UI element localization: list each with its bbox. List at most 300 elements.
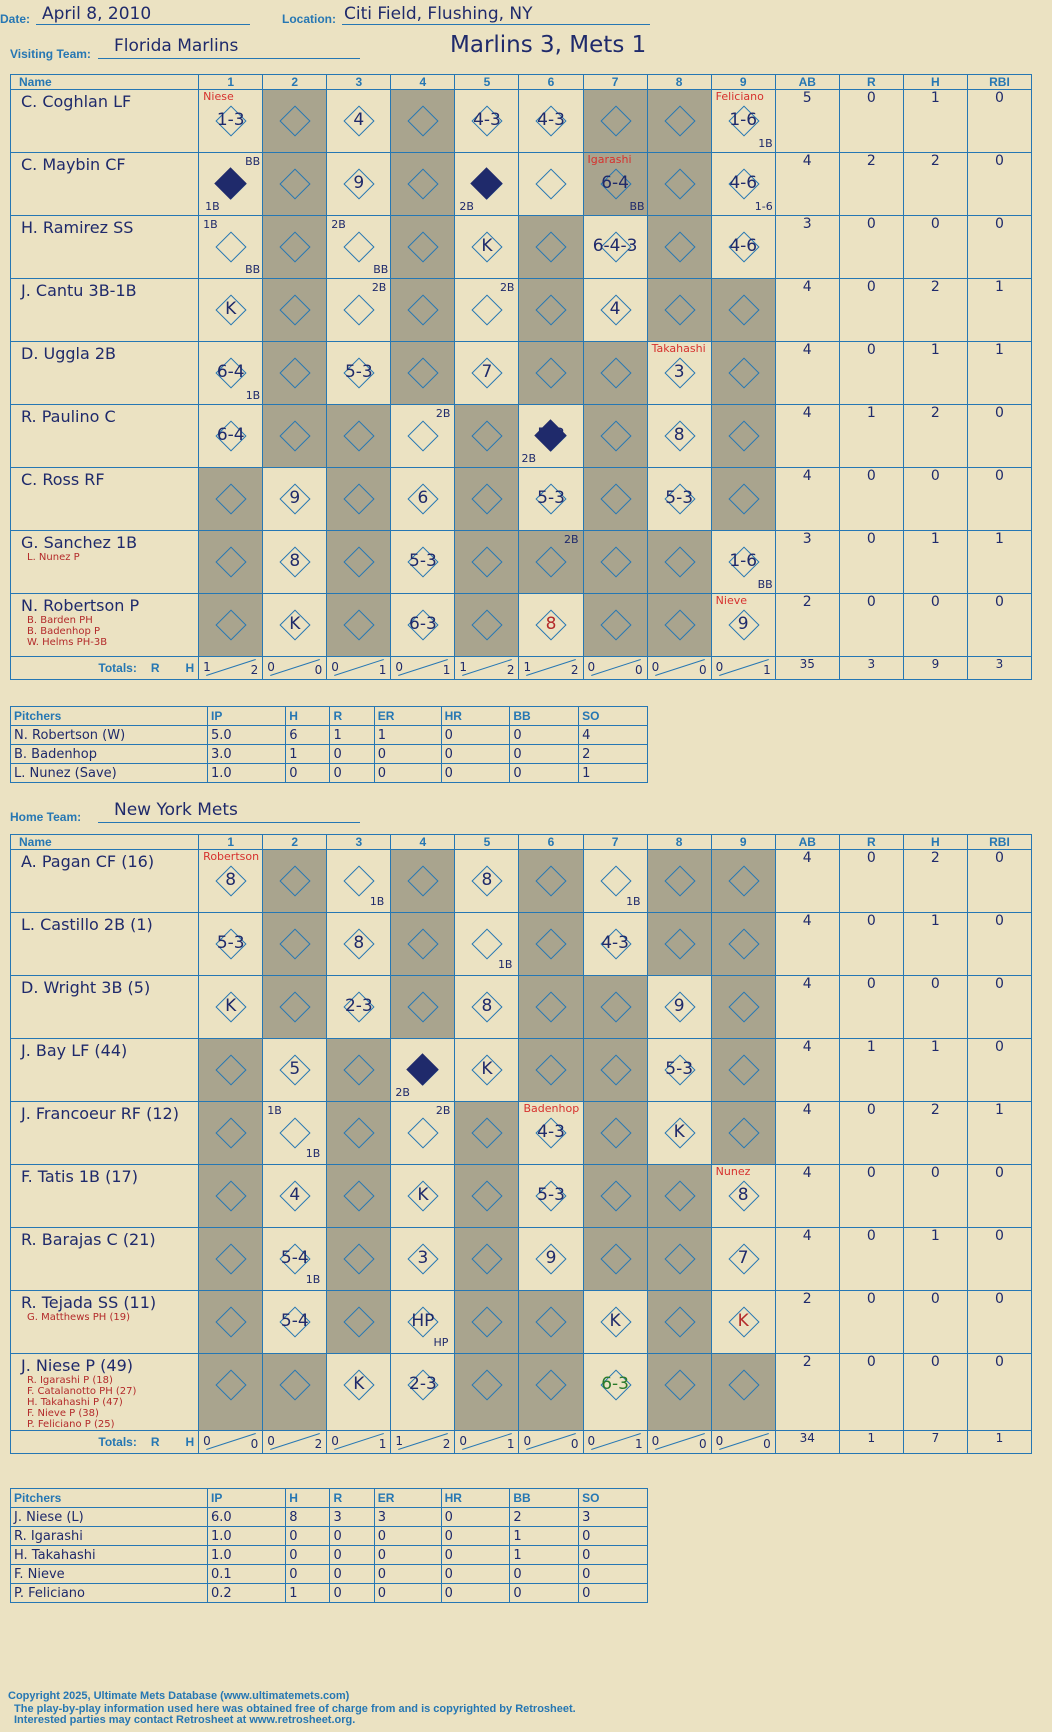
play-cell <box>391 1165 455 1228</box>
play-cell <box>263 405 327 468</box>
play-result: 5-3 <box>344 362 373 382</box>
play-cell <box>583 342 647 405</box>
date-value: April 8, 2010 <box>42 4 152 24</box>
play-cell <box>455 468 519 531</box>
copyright-line: Copyright 2025, Ultimate Mets Database (www.ultimatemets.com) <box>8 1690 350 1702</box>
play-cell <box>263 1291 327 1354</box>
play-cell <box>711 405 775 468</box>
base-diamond <box>600 357 631 388</box>
batter-row <box>11 1102 1032 1165</box>
base-diamond <box>280 420 311 451</box>
play-cell <box>711 1291 775 1354</box>
pitcher-stat: 0 <box>441 745 510 764</box>
pitcher-stat: 1.0 <box>208 1527 286 1546</box>
play-result: 1-6 <box>729 551 758 571</box>
batter-h: 2 <box>903 279 967 342</box>
play-cell <box>583 90 647 153</box>
batter-h: 1 <box>903 913 967 976</box>
play-cell <box>263 976 327 1039</box>
play-result: 4 <box>353 110 365 130</box>
play-cell <box>583 216 647 279</box>
play-cell <box>327 90 391 153</box>
base-diamond <box>472 420 503 451</box>
inning-header: 9 <box>711 835 775 850</box>
batter-row <box>11 531 1032 594</box>
play-cell <box>455 913 519 976</box>
pitcher-stat: 0 <box>330 1527 374 1546</box>
substitute-name: B. Barden PH <box>27 615 93 626</box>
play-result: 6-4 <box>601 173 629 193</box>
play-result: 6-4 <box>216 362 245 382</box>
inning-runs: 0 <box>651 1434 660 1448</box>
play-cell <box>391 913 455 976</box>
inning-runs: 0 <box>267 1434 275 1448</box>
pitcher-stat: 0.2 <box>208 1584 286 1603</box>
batter-row <box>11 216 1032 279</box>
pitcher-stat: 0 <box>374 1527 441 1546</box>
inning-hits: 1 <box>442 663 451 677</box>
base-diamond <box>344 420 375 451</box>
pitcher-column-header: H <box>286 1489 330 1508</box>
batter-name-cell <box>11 1039 199 1102</box>
inning-runs: 1 <box>203 660 211 674</box>
inning-header: 7 <box>583 835 647 850</box>
visitors-scorecard <box>10 74 1032 680</box>
base-diamond <box>344 865 375 896</box>
base-diamond <box>408 1117 439 1148</box>
h-column-header: H <box>903 835 967 850</box>
inning-total <box>583 1431 647 1454</box>
batter-name: D. Uggla 2B <box>21 344 117 363</box>
batter-rbi: 0 <box>967 1354 1031 1431</box>
base-diamond <box>472 1180 503 1211</box>
play-cell <box>519 1039 583 1102</box>
base-diamond <box>536 294 567 325</box>
batter-name-cell <box>11 468 199 531</box>
play-result: K <box>609 1311 621 1331</box>
hit-mark: 1B <box>205 200 220 213</box>
pitcher-stat: 0 <box>579 1546 648 1565</box>
base-diamond <box>216 546 247 577</box>
play-result: 5-3 <box>537 488 565 508</box>
play-result: 9 <box>737 614 749 634</box>
base-diamond <box>728 865 759 896</box>
pitcher-stat: 1.0 <box>208 1546 286 1565</box>
play-result: 4 <box>289 1185 301 1205</box>
batter-h: 0 <box>903 1291 967 1354</box>
advance-mark: 1-6 <box>754 200 773 213</box>
base-diamond <box>344 546 375 577</box>
play-cell <box>647 913 711 976</box>
batter-name: J. Cantu 3B-1B <box>21 281 137 300</box>
base-diamond <box>536 1054 567 1085</box>
base-diamond <box>600 991 631 1022</box>
play-cell <box>583 1165 647 1228</box>
batter-rbi: 1 <box>967 279 1031 342</box>
double-mark: 2B <box>521 452 537 465</box>
play-cell <box>391 594 455 657</box>
batter-h: 1 <box>903 1039 967 1102</box>
batter-row <box>11 342 1032 405</box>
play-result: K <box>481 1059 493 1079</box>
play-cell <box>263 1354 327 1431</box>
substitute-name: L. Nunez P <box>27 552 80 563</box>
play-cell <box>263 531 327 594</box>
pitcher-stat: 1 <box>374 726 441 745</box>
base-diamond <box>664 546 695 577</box>
pitcher-name: L. Nunez (Save) <box>11 764 208 783</box>
play-result: 5-4 <box>280 1311 309 1331</box>
play-cell <box>647 1039 711 1102</box>
batter-name: G. Sanchez 1B <box>21 533 138 552</box>
play-cell <box>583 1228 647 1291</box>
base-diamond <box>216 1243 247 1274</box>
pitcher-stat: 6.0 <box>208 1508 286 1527</box>
pitcher-column-header: SO <box>579 1489 648 1508</box>
base-diamond <box>664 1180 695 1211</box>
play-cell <box>263 279 327 342</box>
inning-hits: 1 <box>634 1437 643 1451</box>
play-cell <box>327 405 391 468</box>
inning-hits: 0 <box>699 663 707 677</box>
base-diamond <box>344 294 375 325</box>
batter-rbi: 0 <box>967 913 1031 976</box>
pitcher-name: N. Robertson (W) <box>11 726 208 745</box>
batter-row <box>11 1165 1032 1228</box>
base-diamond <box>664 105 695 136</box>
play-cell <box>583 153 647 216</box>
play-cell <box>583 594 647 657</box>
pitcher-stat: 0 <box>441 1584 510 1603</box>
base-diamond <box>344 1117 375 1148</box>
play-cell <box>519 90 583 153</box>
base-diamond <box>216 483 247 514</box>
play-result: 3 <box>417 1248 429 1268</box>
play-cell <box>647 850 711 913</box>
base-diamond <box>408 231 439 262</box>
pitcher-change-note: Takahashi <box>651 342 706 355</box>
play-cell <box>455 850 519 913</box>
play-cell <box>327 531 391 594</box>
play-cell <box>519 976 583 1039</box>
play-result: 5-3 <box>665 1059 694 1079</box>
play-cell <box>199 594 263 657</box>
batter-name: J. Niese P (49) <box>21 1356 133 1375</box>
pitcher-row <box>11 1527 648 1546</box>
inning-header: 9 <box>711 75 775 90</box>
play-cell <box>263 468 327 531</box>
visiting-team-name: Florida Marlins <box>114 36 239 56</box>
pitcher-stat: 0 <box>579 1527 648 1546</box>
inning-header: 3 <box>327 835 391 850</box>
inning-hits: 0 <box>314 663 323 677</box>
batter-row <box>11 405 1032 468</box>
totals-h-label: H <box>185 661 195 675</box>
play-cell <box>455 1291 519 1354</box>
base-diamond <box>600 546 631 577</box>
play-cell <box>711 976 775 1039</box>
pitcher-stat: 0 <box>510 726 579 745</box>
play-cell <box>199 342 263 405</box>
play-cell <box>647 1102 711 1165</box>
batter-row <box>11 1354 1032 1431</box>
pitcher-row <box>11 726 648 745</box>
inning-header: 8 <box>647 835 711 850</box>
base-diamond <box>408 105 439 136</box>
home-scorecard <box>10 834 1032 1454</box>
batter-rbi: 0 <box>967 594 1031 657</box>
inning-total <box>327 1431 391 1454</box>
play-cell <box>263 1039 327 1102</box>
play-result: 6-4-3 <box>592 236 638 256</box>
batter-row <box>11 1291 1032 1354</box>
total-r: 1 <box>839 1431 903 1454</box>
pitcher-stat: 0 <box>374 1546 441 1565</box>
play-cell <box>519 342 583 405</box>
pitcher-stat: 0 <box>510 1565 579 1584</box>
base-diamond <box>216 1306 247 1337</box>
base-diamond <box>280 928 311 959</box>
base-diamond <box>472 1117 503 1148</box>
inning-total <box>711 1431 775 1454</box>
base-diamond <box>536 1369 567 1400</box>
play-cell <box>327 976 391 1039</box>
play-cell <box>327 153 391 216</box>
batter-row <box>11 153 1032 216</box>
pitcher-change-note: Feliciano <box>715 90 764 103</box>
base-diamond <box>600 1180 631 1211</box>
play-cell <box>327 850 391 913</box>
play-cell <box>711 90 775 153</box>
play-cell <box>263 594 327 657</box>
pitcher-change-note: Robertson <box>203 850 260 863</box>
batter-ab: 2 <box>775 594 839 657</box>
run-scored-diamond <box>471 167 504 200</box>
pitcher-column-header: ER <box>374 1489 441 1508</box>
play-result: HP <box>411 1311 435 1331</box>
inning-hits: 0 <box>250 1437 259 1451</box>
batter-rbi: 0 <box>967 90 1031 153</box>
run-scored-diamond <box>407 1053 440 1086</box>
inning-header: 1 <box>199 75 263 90</box>
totals-text: Totals: <box>98 661 137 675</box>
inning-total <box>647 657 711 680</box>
batter-h: 0 <box>903 594 967 657</box>
play-cell <box>519 531 583 594</box>
pitcher-stat: 3 <box>374 1508 441 1527</box>
pitcher-name: F. Nieve <box>11 1565 208 1584</box>
inning-hits: 2 <box>506 663 515 677</box>
inning-runs: 0 <box>715 660 724 674</box>
play-cell <box>263 90 327 153</box>
pitcher-stat: 1 <box>330 726 374 745</box>
inning-runs: 0 <box>587 660 596 674</box>
play-cell <box>199 1039 263 1102</box>
batter-r: 0 <box>839 468 903 531</box>
base-diamond <box>216 1054 247 1085</box>
play-cell <box>519 594 583 657</box>
run-scored-diamond <box>214 167 247 200</box>
play-cell <box>391 976 455 1039</box>
batter-r: 0 <box>839 1102 903 1165</box>
batter-row <box>11 468 1032 531</box>
batter-r: 0 <box>839 1291 903 1354</box>
play-cell <box>199 976 263 1039</box>
batter-rbi: 0 <box>967 850 1031 913</box>
play-result: 4-3 <box>537 110 565 130</box>
pitcher-column-header: IP <box>208 1489 286 1508</box>
play-cell <box>583 468 647 531</box>
double-mark: 2B <box>499 281 515 294</box>
inning-total <box>711 657 775 680</box>
double-mark: 2B <box>564 533 579 546</box>
base-diamond <box>216 231 247 262</box>
pitcher-stat: 0 <box>374 1565 441 1584</box>
pitcher-change-note: Niese <box>203 90 234 103</box>
pitcher-column-header: R <box>330 707 374 726</box>
batter-ab: 4 <box>775 976 839 1039</box>
batter-row <box>11 90 1032 153</box>
play-cell <box>583 1354 647 1431</box>
batter-rbi: 0 <box>967 1291 1031 1354</box>
batter-r: 0 <box>839 850 903 913</box>
play-result: K <box>225 996 237 1016</box>
pitcher-change-note: Igarashi <box>587 153 632 166</box>
batter-h: 0 <box>903 1165 967 1228</box>
play-cell <box>199 1102 263 1165</box>
base-diamond <box>728 991 759 1022</box>
batter-name-cell <box>11 1354 199 1431</box>
play-cell <box>647 216 711 279</box>
inning-header: 4 <box>391 75 455 90</box>
batter-name: R. Paulino C <box>21 407 116 426</box>
inning-runs: 0 <box>651 660 660 674</box>
play-cell <box>519 1165 583 1228</box>
base-diamond <box>408 168 439 199</box>
play-cell <box>455 976 519 1039</box>
home-team-label: Home Team: <box>10 810 82 824</box>
pitcher-stat: 4 <box>579 726 648 745</box>
base-diamond <box>664 865 695 896</box>
inning-header: 2 <box>263 75 327 90</box>
play-cell <box>199 153 263 216</box>
visitors-pitchers-table <box>10 706 648 783</box>
play-cell <box>647 279 711 342</box>
play-cell <box>455 342 519 405</box>
base-diamond <box>344 609 375 640</box>
visiting-team-label: Visiting Team: <box>10 47 91 61</box>
pitcher-stat: 5.0 <box>208 726 286 745</box>
play-result: 1-3 <box>216 110 245 130</box>
pitcher-stat: 0 <box>441 1546 510 1565</box>
pitcher-stat: 3 <box>330 1508 374 1527</box>
pitcher-stat: 1 <box>286 745 330 764</box>
pitcher-name: J. Niese (L) <box>11 1508 208 1527</box>
batter-ab: 4 <box>775 913 839 976</box>
play-cell <box>391 216 455 279</box>
substitute-name: G. Matthews PH (19) <box>27 1312 131 1323</box>
play-cell <box>647 531 711 594</box>
play-cell <box>455 1102 519 1165</box>
inning-total <box>263 1431 327 1454</box>
play-cell <box>519 913 583 976</box>
pitcher-stat: 0 <box>510 764 579 783</box>
retrosheet-contact-line: Interested parties may contact Retrosheet at www.retrosheet.org. <box>14 1714 356 1726</box>
substitute-name: H. Takahashi P (47) <box>27 1397 123 1408</box>
totals-r-label: R <box>150 1435 160 1449</box>
r-column-header: R <box>839 75 903 90</box>
inning-runs: 1 <box>395 1434 403 1448</box>
inning-runs: 0 <box>459 1434 468 1448</box>
batter-row <box>11 594 1032 657</box>
rbi-column-header: RBI <box>967 75 1031 90</box>
batter-row <box>11 913 1032 976</box>
play-result: 7 <box>481 362 493 382</box>
play-cell <box>519 405 583 468</box>
walk-mark: BB <box>373 263 389 276</box>
base-diamond <box>408 294 439 325</box>
play-cell <box>263 1228 327 1291</box>
pitcher-change-note: Nieve <box>715 594 748 607</box>
batter-name-cell <box>11 279 199 342</box>
inning-runs: 1 <box>523 660 532 674</box>
name-column-header: Name <box>11 75 199 90</box>
pitcher-column-header: BB <box>510 1489 579 1508</box>
pitcher-change-note: Badenhop <box>523 1102 580 1115</box>
base-diamond <box>216 1117 247 1148</box>
base-diamond <box>664 294 695 325</box>
hit-mark: 1B <box>497 958 513 971</box>
pitcher-stat: 0 <box>510 745 579 764</box>
pitcher-stat: 0 <box>374 1584 441 1603</box>
play-result: 9 <box>289 488 301 508</box>
batter-ab: 4 <box>775 850 839 913</box>
pitcher-row <box>11 1546 648 1565</box>
base-diamond <box>280 1117 311 1148</box>
play-cell <box>647 90 711 153</box>
batter-ab: 4 <box>775 405 839 468</box>
play-result: 8 <box>737 1185 749 1205</box>
batter-h: 2 <box>903 405 967 468</box>
base-diamond <box>472 546 503 577</box>
base-diamond <box>664 1243 695 1274</box>
base-diamond <box>728 928 759 959</box>
hit-mark: 1B <box>305 1147 321 1160</box>
base-diamond <box>408 865 439 896</box>
batter-name-cell <box>11 976 199 1039</box>
batter-row <box>11 1039 1032 1102</box>
substitute-name: P. Feliciano P (25) <box>27 1419 115 1430</box>
total-h: 9 <box>903 657 967 680</box>
batter-r: 0 <box>839 913 903 976</box>
play-cell <box>583 913 647 976</box>
pitcher-stat: 6 <box>286 726 330 745</box>
base-diamond <box>728 1054 759 1085</box>
totals-label <box>11 1431 199 1454</box>
batter-name-cell <box>11 405 199 468</box>
play-result: 8 <box>545 614 557 634</box>
pitcher-name: B. Badenhop <box>11 745 208 764</box>
base-diamond <box>664 168 695 199</box>
batter-h: 0 <box>903 468 967 531</box>
name-column-header: Name <box>11 835 199 850</box>
batter-h: 2 <box>903 850 967 913</box>
batter-ab: 2 <box>775 1354 839 1431</box>
play-cell <box>327 1102 391 1165</box>
base-diamond <box>536 928 567 959</box>
play-result: K <box>481 236 493 256</box>
play-cell <box>583 976 647 1039</box>
